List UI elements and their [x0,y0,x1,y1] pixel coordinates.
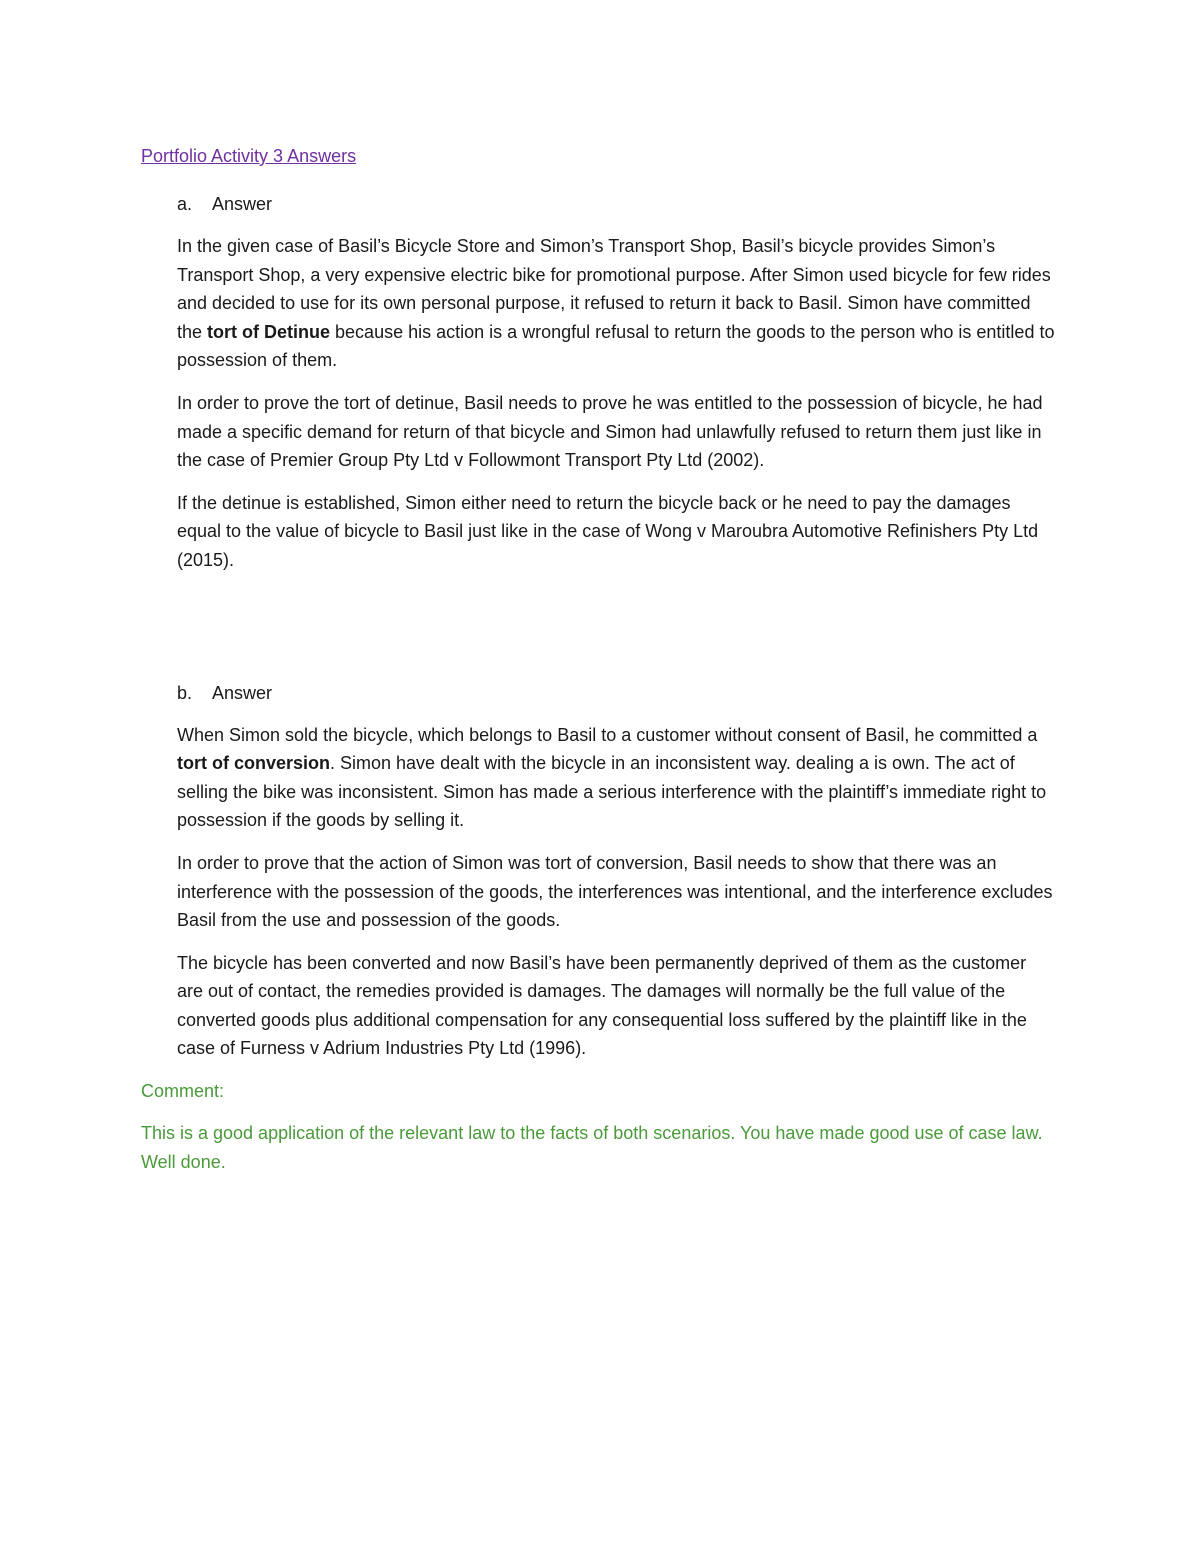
section-a-p1-text-after: because his action is a wrongful refusal to return the goods to the person who is entitled to possession of them. [177,321,1055,371]
section-a-paragraph-1 [177,232,1056,375]
section-spacer [141,589,1056,679]
comment-text: This is a good application of the relevant law to the facts of both scenarios. You have made good use of case law. Well done. [141,1123,1043,1172]
section-a-p1-text-before: In the given case of Basil’s Bicycle Store and Simon’s Transport Shop, Basil’s bicycle provides Simon’s Transport Shop, a very expensive electric bike for promotional purpose. After Simon used bicycle for few rides and decided to use for its own personal purpose, it refused to return it back to Basil. Simon have committed the [177,236,1051,342]
section-b-p1-text-after: . Simon have dealt with the bicycle in an inconsistent way. dealing a is own. The act of selling the bike was inconsistent. Simon has made a serious interference with the plaintiff’s immediate right to possession if the goods by selling it. [177,753,1047,831]
section-a-heading [141,190,1056,218]
document-title: Portfolio Activity 3 Answers [141,146,357,166]
section-a-p1-bold-term: tort of Detinue [207,321,331,342]
section-a-marker: a. [177,194,193,214]
section-b-paragraph-1 [177,721,1056,835]
comment-label: Comment: [141,1081,225,1102]
section-b-marker: b. [177,682,193,703]
section-b-p1-bold-term: tort of conversion [177,753,331,774]
section-a-paragraph-2: In order to prove the tort of detinue, Basil needs to prove he was entitled to the possession of bicycle, he had made a specific demand for return of that bicycle and Simon had unlawfully refused to return them just like in the case of Premier Group Pty Ltd v Followmont Transport Pty Ltd (2002). [177,392,1043,471]
section-b-heading [141,679,1056,707]
section-b-paragraph-2: In order to prove that the action of Simon was tort of conversion, Basil needs to show that there was an interference with the possession of the goods, the interferences was intentional, and the interference excludes Basil from the use and possession of the goods. [177,852,1053,931]
section-b-p1-text-before: When Simon sold the bicycle, which belongs to Basil to a customer without consent of Basil, he committed a [177,724,1038,745]
document-content [141,142,1056,1176]
section-b-heading-text: Answer [212,682,273,703]
section-a-paragraph-3: If the detinue is established, Simon either need to return the bicycle back or he need to pay the damages equal to the value of bicycle to Basil just like in the case of Wong v Maroubra Automotive Refinishers Pty Ltd (2015). [177,492,1039,570]
section-b-paragraph-3: The bicycle has been converted and now Basil’s have been permanently deprived of them as the customer are out of contact, the remedies provided is damages. The damages will normally be the full value of the converted goods plus additional compensation for any consequential loss suffered by the plaintiff like in the case of Furness v Adrium Industries Pty Ltd (1996). [177,952,1027,1059]
section-a-heading-text: Answer [212,194,273,214]
